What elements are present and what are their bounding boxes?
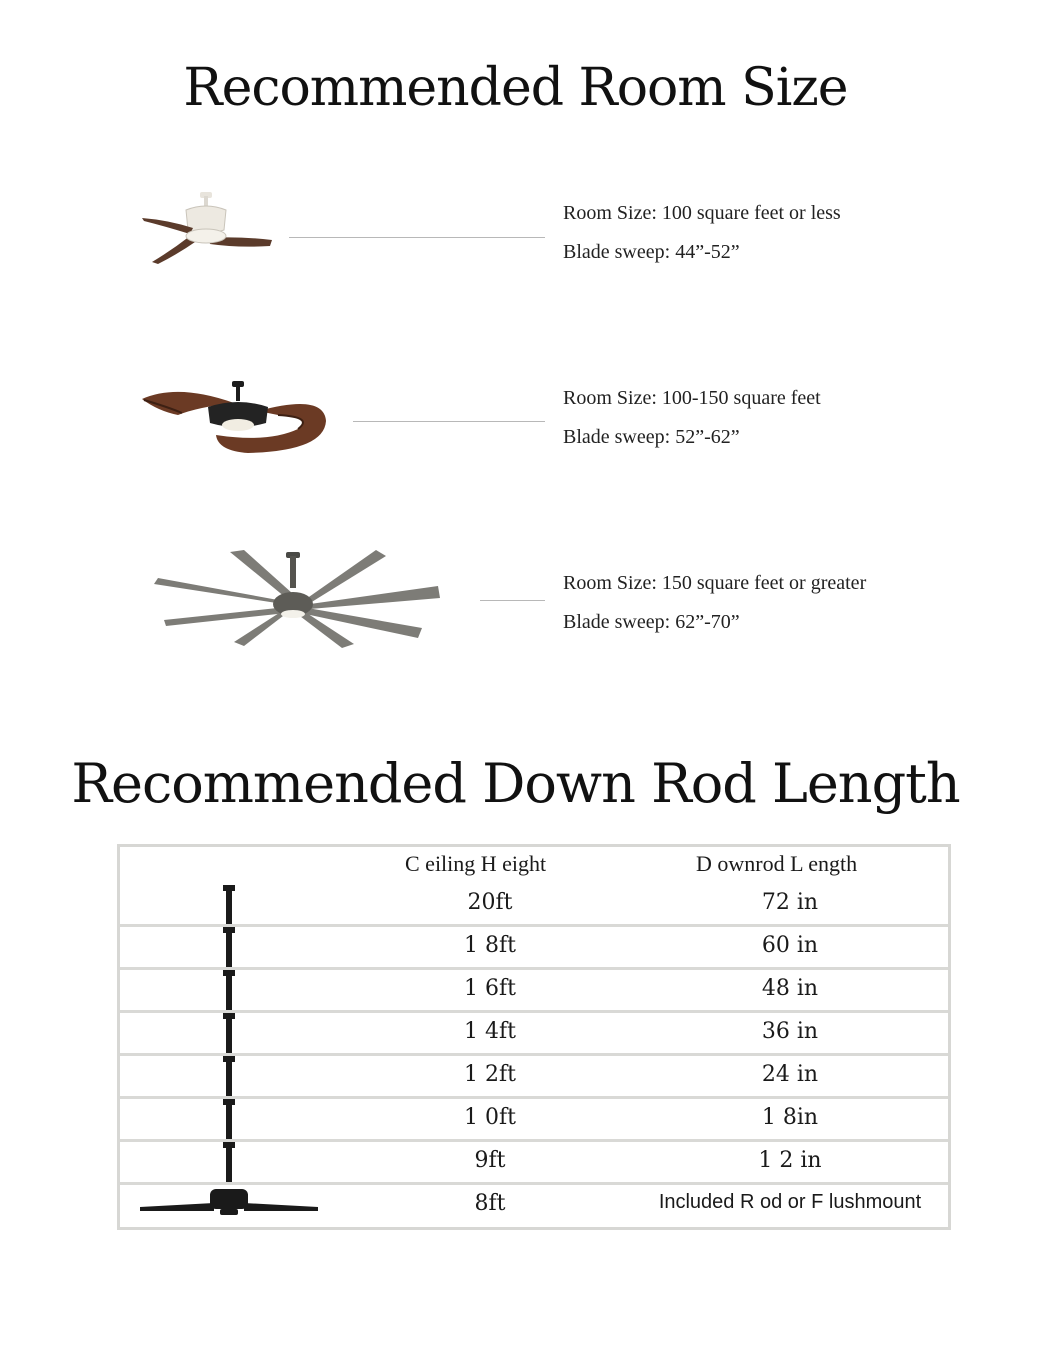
room-size-text: Room Size: 150 square feet or greater bbox=[563, 572, 867, 594]
blade-sweep-text: Blade sweep: 52”-62” bbox=[563, 426, 740, 448]
fan-row-large bbox=[0, 548, 1047, 668]
ceiling-height-cell: 1 8ft bbox=[464, 933, 516, 958]
downrod-length-cell: Included R od or F lushmount bbox=[658, 1191, 922, 1213]
eight-blade-ceiling-fan-icon bbox=[150, 548, 442, 650]
downrod-length-cell: 48 in bbox=[761, 976, 819, 1001]
connector-line bbox=[289, 237, 545, 238]
ceiling-height-cell: 1 4ft bbox=[464, 1019, 516, 1044]
swirl-blade-ceiling-fan-icon bbox=[138, 377, 330, 457]
table-header bbox=[120, 847, 948, 887]
room-size-text: Room Size: 100 square feet or less bbox=[563, 202, 841, 224]
table-row bbox=[120, 884, 948, 927]
blade-sweep-text: Blade sweep: 44”-52” bbox=[563, 241, 740, 263]
connector-line bbox=[353, 421, 545, 422]
fan-spec bbox=[563, 194, 841, 272]
ceiling-height-cell: 9ft bbox=[474, 1148, 506, 1173]
down-rod-table bbox=[117, 844, 951, 1230]
small-ceiling-fan-icon bbox=[138, 188, 278, 268]
table-row bbox=[120, 1013, 948, 1056]
ceiling-height-cell: 8ft bbox=[474, 1191, 506, 1216]
fan-spec bbox=[563, 564, 866, 642]
ceiling-height-cell: 20ft bbox=[467, 890, 513, 915]
down-rod-title: Recommended Down Rod Length bbox=[71, 752, 960, 815]
fan-row-medium bbox=[0, 365, 1047, 485]
downrod-length-header: D ownrod L ength bbox=[696, 851, 858, 876]
table-row bbox=[120, 1099, 948, 1142]
table-row bbox=[120, 1142, 948, 1185]
downrod-length-cell: 1 2 in bbox=[758, 1148, 822, 1173]
table-row bbox=[120, 1056, 948, 1099]
ceiling-height-cell: 1 2ft bbox=[464, 1062, 516, 1087]
downrod-length-cell: 60 in bbox=[761, 933, 819, 958]
connector-line bbox=[480, 600, 545, 601]
ceiling-height-cell: 1 0ft bbox=[464, 1105, 516, 1130]
ceiling-height-header: C eiling H eight bbox=[405, 851, 547, 876]
downrod-length-cell: 1 8in bbox=[761, 1105, 819, 1130]
room-size-title: Recommended Room Size bbox=[183, 58, 848, 118]
fan-row-small bbox=[0, 180, 1047, 300]
table-row bbox=[120, 970, 948, 1013]
table-row bbox=[120, 927, 948, 970]
blade-sweep-text: Blade sweep: 62”-70” bbox=[563, 611, 740, 633]
room-size-text: Room Size: 100-150 square feet bbox=[563, 387, 821, 409]
downrod-length-cell: 24 in bbox=[761, 1062, 819, 1087]
ceiling-height-cell: 1 6ft bbox=[464, 976, 516, 1001]
downrod-length-cell: 36 in bbox=[761, 1019, 819, 1044]
table-row bbox=[120, 1185, 948, 1228]
downrod-length-cell: 72 in bbox=[761, 890, 819, 915]
fan-spec bbox=[563, 379, 821, 457]
